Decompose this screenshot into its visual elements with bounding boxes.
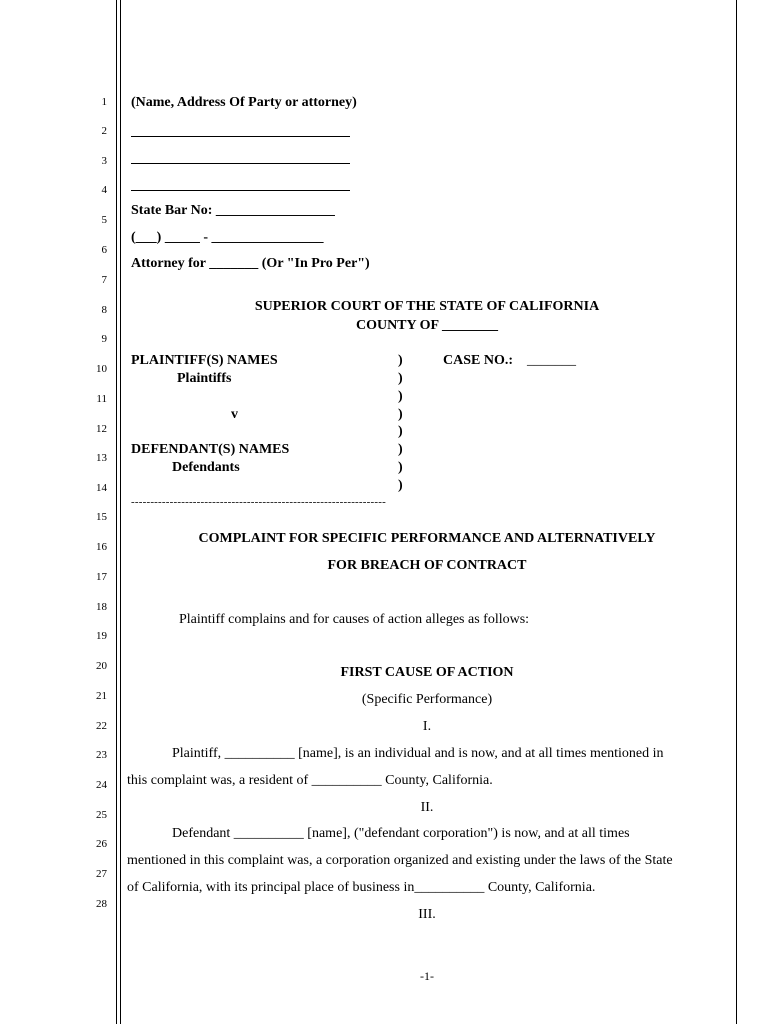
- caption-paren: ): [398, 353, 403, 368]
- paragraph-2-line-3: of California, with its principal place of business in__________ County, California.: [127, 880, 596, 895]
- line-number: 11: [96, 393, 107, 405]
- defendants-label: Defendants: [172, 460, 240, 475]
- defendants-names: DEFENDANT(S) NAMES: [131, 442, 290, 457]
- line-number: 13: [96, 452, 107, 464]
- line-number: 22: [96, 720, 107, 732]
- first-cause-subheading: (Specific Performance): [361, 692, 493, 707]
- address-blank-line: [131, 163, 350, 164]
- first-cause-heading: FIRST CAUSE OF ACTION: [340, 665, 514, 680]
- left-margin-rule-inner: [120, 0, 121, 1024]
- line-number: 18: [96, 601, 107, 613]
- line-number: 2: [101, 125, 107, 137]
- right-margin-rule: [736, 0, 737, 1024]
- party-label: (Name, Address Of Party or attorney): [131, 95, 357, 110]
- versus: v: [231, 407, 238, 422]
- state-bar-number: State Bar No: _________________: [131, 203, 335, 218]
- paragraph-2-line-1: Defendant __________ [name], ("defendant corporation") is now, and at all times: [172, 826, 630, 841]
- address-blank-line: [131, 136, 350, 137]
- line-number: 27: [96, 868, 107, 880]
- paragraph-2-line-2: mentioned in this complaint was, a corporation organized and existing under the laws of the State: [127, 853, 673, 868]
- left-margin-rule-outer: [116, 0, 117, 1024]
- line-number: 25: [96, 809, 107, 821]
- line-number: 14: [96, 482, 107, 494]
- phone-number: (___) _____ - ________________: [131, 230, 324, 245]
- attorney-for: Attorney for _______ (Or "In Pro Per"): [131, 256, 370, 271]
- page-number: -1-: [420, 969, 434, 983]
- line-number: 26: [96, 838, 107, 850]
- caption-paren: ): [398, 442, 403, 457]
- line-number: 7: [101, 274, 107, 286]
- court-county: COUNTY OF ________: [355, 318, 499, 333]
- line-number: 9: [101, 333, 107, 345]
- line-number: 3: [101, 155, 107, 167]
- paragraph-number-3: III.: [418, 907, 436, 922]
- plaintiffs-label: Plaintiffs: [177, 371, 232, 386]
- court-name: SUPERIOR COURT OF THE STATE OF CALIFORNIA: [254, 299, 600, 314]
- caption-paren: ): [398, 389, 403, 404]
- complaint-title-line1: COMPLAINT FOR SPECIFIC PERFORMANCE AND ALTERNATIVELY: [198, 531, 656, 546]
- case-number-value: _______: [527, 353, 576, 368]
- line-number: 17: [96, 571, 107, 583]
- line-number: 15: [96, 511, 107, 523]
- caption-paren: ): [398, 460, 403, 475]
- line-number: 19: [96, 630, 107, 642]
- case-number-label: CASE NO.:: [443, 353, 514, 368]
- paragraph-number-1: I.: [422, 719, 432, 734]
- caption-paren: ): [398, 407, 403, 422]
- caption-paren: ): [398, 371, 403, 386]
- address-blank-line: [131, 190, 350, 191]
- line-number: 23: [96, 749, 107, 761]
- line-number: 12: [96, 423, 107, 435]
- line-number: 24: [96, 779, 107, 791]
- line-number: 6: [101, 244, 107, 256]
- line-number: 10: [96, 363, 107, 375]
- line-number: 28: [96, 898, 107, 910]
- line-number: 8: [101, 304, 107, 316]
- line-number: 21: [96, 690, 107, 702]
- line-number: 5: [101, 214, 107, 226]
- line-number: 4: [101, 184, 107, 196]
- intro-paragraph: Plaintiff complains and for causes of action alleges as follows:: [179, 612, 530, 627]
- caption-paren: ): [398, 424, 403, 439]
- plaintiffs-names: PLAINTIFF(S) NAMES: [131, 353, 278, 368]
- paragraph-number-2: II.: [420, 800, 434, 815]
- complaint-title-line2: FOR BREACH OF CONTRACT: [327, 558, 527, 573]
- paragraph-1-line-2: this complaint was, a resident of __________ County, California.: [127, 773, 493, 788]
- caption-divider: ------------------------------------------------------------------: [131, 496, 386, 508]
- line-number: 16: [96, 541, 107, 553]
- line-number: 1: [101, 96, 107, 108]
- line-number: 20: [96, 660, 107, 672]
- paragraph-1-line-1: Plaintiff, __________ [name], is an individual and is now, and at all times mentioned in: [172, 746, 664, 761]
- caption-paren: ): [398, 478, 403, 493]
